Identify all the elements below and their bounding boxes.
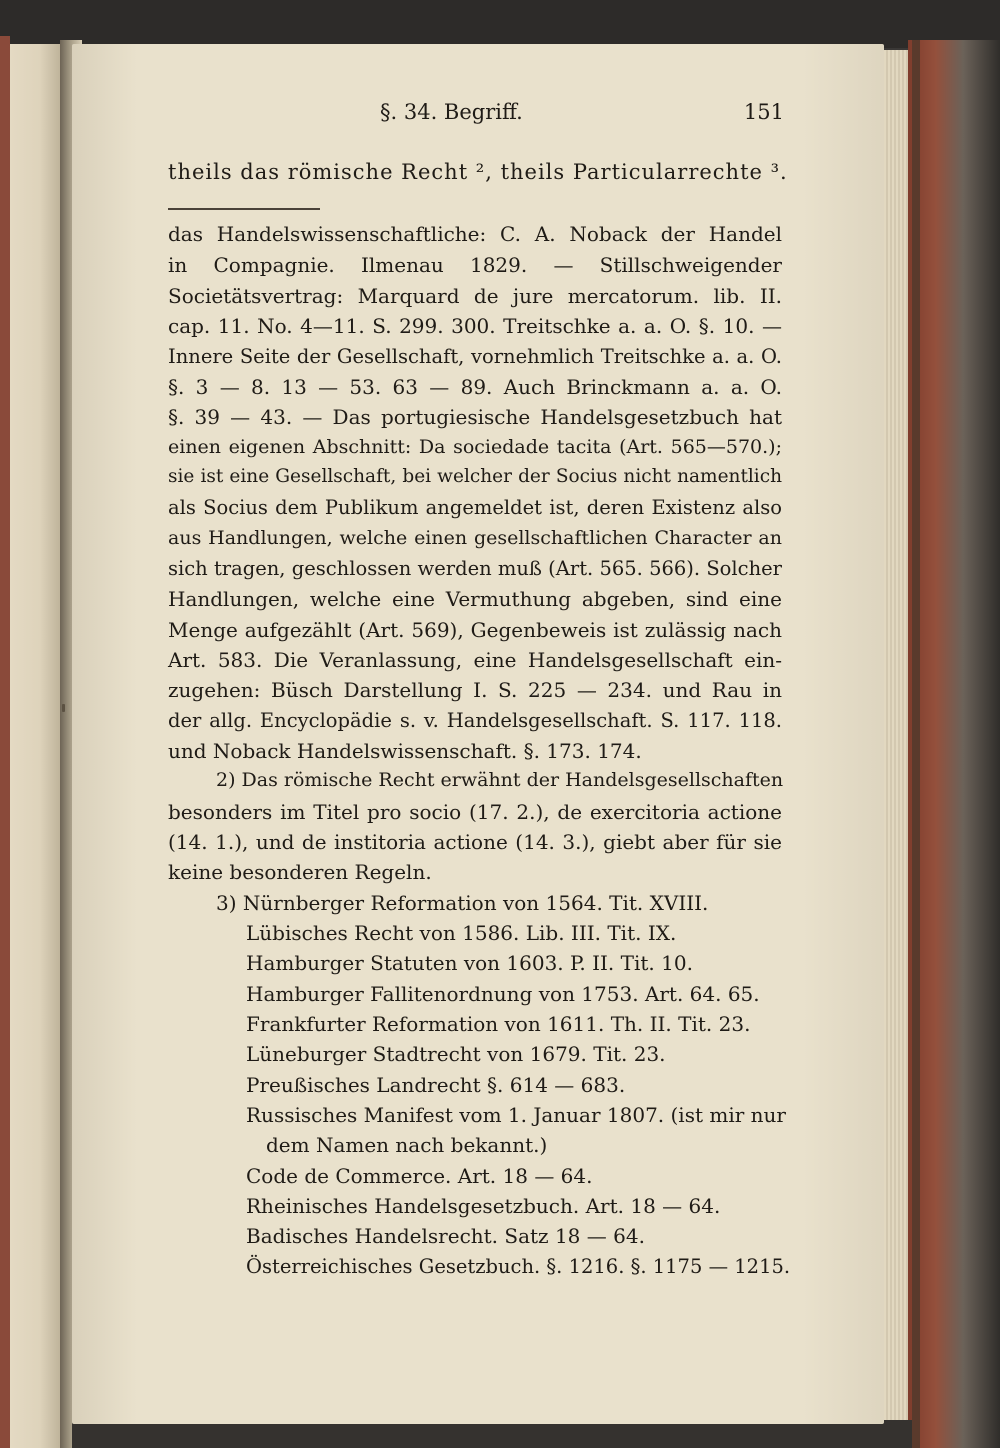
footnote-line: sie ist eine Gesellschaft, bei welcher der Socius nicht namentlich — [168, 466, 782, 487]
footnote-line: cap. 11. No. 4—11. S. 299. 300. Treitschke a. a. O. §. 10. — — [168, 314, 782, 338]
footnote-line: sich tragen, geschlossen werden muß (Art. 565. 566). Solcher — [168, 557, 782, 580]
footnote-line: Handlungen, welche eine Vermuthung abgeben, sind eine — [168, 587, 782, 611]
page-number: 151 — [743, 100, 784, 124]
footnote-line: (14. 1.), und de institoria actione (14. 3.), giebt aber für sie — [168, 830, 782, 854]
reference-list-item: Hamburger Fallitenordnung von 1753. Art. 64. 65. — [246, 982, 760, 1006]
footnote-line: und Noback Handelswissenschaft. §. 173. 174. — [168, 739, 642, 763]
reference-list-item: Frankfurter Reformation von 1611. Th. II. Tit. 23. — [246, 1012, 751, 1036]
footnote-line: Societätsvertrag: Marquard de jure mercatorum. lib. II. — [168, 284, 782, 308]
reference-list-item: Österreichisches Gesetzbuch. §. 1216. §. 1175 — 1215. — [246, 1255, 791, 1278]
cover-edge-left — [0, 36, 10, 1448]
reference-list-item: 3) Nürnberger Reformation von 1564. Tit. XVIII. — [216, 891, 709, 915]
footnote-line: besonders im Titel pro socio (17. 2.), de exercitoria actione — [168, 800, 782, 824]
reference-list-item: Lübisches Recht von 1586. Lib. III. Tit. IX. — [246, 921, 677, 945]
reference-list-item: Hamburger Statuten von 1603. P. II. Tit. 10. — [246, 951, 693, 975]
reference-list-item: Code de Commerce. Art. 18 — 64. — [246, 1164, 593, 1188]
reference-list-item: Russisches Manifest vom 1. Januar 1807. (ist mir nur — [246, 1103, 786, 1127]
cover-edge-right — [908, 40, 1000, 1448]
margin-mark — [62, 704, 65, 712]
footnote-line: keine besonderen Regeln. — [168, 860, 432, 884]
footnote-line: 2) Das römische Recht erwähnt der Handelsgesellschaften — [216, 769, 784, 791]
footnote-line: das Handelswissenschaftliche: C. A. Noback der Handel — [168, 222, 782, 246]
reference-list-item: Badisches Handelsrecht. Satz 18 — 64. — [246, 1224, 645, 1248]
footnote-line: Menge aufgezählt (Art. 569), Gegenbeweis ist zulässig nach — [168, 618, 782, 642]
reference-list-item: Rheinisches Handelsgesetzbuch. Art. 18 — 64. — [246, 1194, 721, 1218]
footnote-line: Innere Seite der Gesellschaft, vornehmlich Treitschke a. a. O. — [168, 345, 782, 368]
footnote-rule — [168, 208, 320, 210]
footnote-line: Art. 583. Die Veranlassung, eine Handelsgesellschaft ein- — [168, 648, 782, 672]
footnote-line: als Socius dem Publikum angemeldet ist, deren Existenz also — [168, 496, 782, 519]
footnote-line: zugehen: Büsch Darstellung I. S. 225 — 234. und Rau in — [168, 678, 782, 702]
reference-list-item: Preußisches Landrecht §. 614 — 683. — [246, 1073, 626, 1097]
book-binding-top — [0, 0, 1000, 48]
footnote-line: §. 3 — 8. 13 — 53. 63 — 89. Auch Brinckmann a. a. O. — [168, 375, 782, 399]
cover-binding-stripe — [912, 40, 920, 1448]
footnote-line: §. 39 — 43. — Das portugiesische Handelsgesetzbuch hat — [168, 405, 782, 429]
running-header: §. 34. Begriff. — [380, 100, 523, 124]
footnote-line: aus Handlungen, welche einen gesellschaftlichen Character an — [168, 527, 782, 549]
continuation-line: theils das römische Recht ², theils Particularrechte ³. — [168, 160, 788, 184]
bottom-shadow — [72, 1420, 912, 1448]
footnote-line: in Compagnie. Ilmenau 1829. — Stillschweigender — [168, 253, 782, 277]
footnote-line: einen eigenen Abschnitt: Da sociedade tacita (Art. 565—570.); — [168, 436, 782, 458]
footnote-line: der allg. Encyclopädie s. v. Handelsgesellschaft. S. 117. 118. — [168, 709, 782, 732]
reference-list-item: Lüneburger Stadtrecht von 1679. Tit. 23. — [246, 1042, 666, 1066]
reference-list-item: dem Namen nach bekannt.) — [266, 1133, 548, 1157]
